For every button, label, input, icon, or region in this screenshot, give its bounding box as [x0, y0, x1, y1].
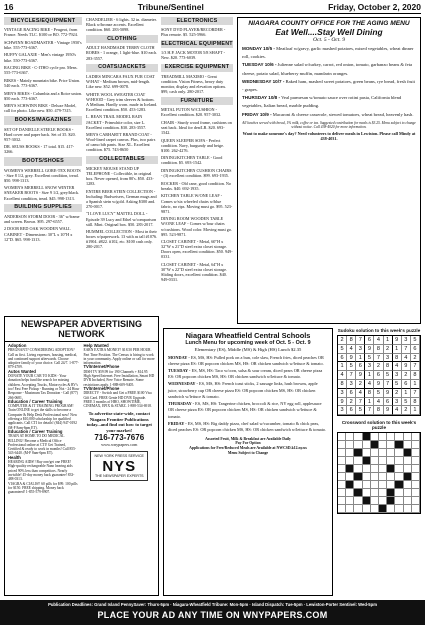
crossword-cell — [395, 433, 403, 441]
sudoku-cell: 9 — [347, 354, 356, 363]
classified-ad: HUMMEL COLLECTION - Most in their boxes w/paperwork. 13 with as tall #1076. #1904. #822. #102, etc. $100 cash only. 280-2017. — [86, 229, 158, 250]
classifieds-column-3 — [161, 17, 233, 313]
classified-ad: BIKES - Mainly mountain bike. Price Union. 540 each. 773-6367. — [4, 77, 81, 88]
newspaper-network-ad — [4, 316, 159, 596]
sudoku-cell: 5 — [402, 398, 411, 407]
section-heading: COATS/JACKETS — [86, 64, 158, 72]
senior-menu-box — [237, 17, 421, 324]
classified-ad: CHAIR - Sturdy wood frame, cushions on seat back. Ideal for den/LR. $20. 693-1542. — [161, 119, 232, 135]
crossword-cell — [412, 441, 420, 449]
school-title: Niagara Wheatfield Central Schools — [185, 331, 311, 340]
sudoku-cell: 3 — [338, 406, 347, 415]
classified-ad: DR. SEUSS BOOKS - 17 total. $15. 417-3266. — [4, 144, 75, 155]
sudoku-cell: 5 — [374, 389, 383, 398]
sudoku-cell: 4 — [402, 354, 411, 363]
network-title: NEWSPAPER ADVERTISING NETWORK — [5, 317, 158, 342]
advertise-cta: To advertise state-wide, contact Niagara Frontier Publications today...and find out how to target your market! — [86, 411, 152, 433]
crossword-cell — [387, 465, 395, 473]
sudoku-cell: 1 — [411, 406, 420, 415]
menu-day-monday: MONDAY 10/5 - Meatloaf w/gravy, garlic mashed potatoes, mixed vegetables, wheat dinner roll, cookies. — [242, 46, 414, 60]
sudoku-cell: 3 — [347, 380, 356, 389]
crossword-cell — [346, 441, 354, 449]
contact-website[interactable]: www.wnypapers.com — [101, 442, 138, 448]
crossword-cell — [363, 481, 371, 489]
sudoku-cell: 6 — [402, 380, 411, 389]
crossword-cell — [371, 449, 379, 457]
sudoku-cell: 4 — [365, 380, 374, 389]
crossword-cell — [404, 481, 412, 489]
sudoku-cell: 2 — [374, 362, 383, 371]
section-heading: BOOTS/SHOES — [4, 157, 82, 165]
network-ad: VIAGRA & CIALIS!! 60 pills for $99. 100 pills for $150. FREE shipping. Money back guaranteed! 1-855-579-8907. — [8, 481, 78, 495]
sudoku-cell: 2 — [347, 398, 356, 407]
crossword-cell — [395, 481, 403, 489]
crossword-cell — [387, 489, 395, 497]
crossword-cell — [371, 433, 379, 441]
crossword-cell — [387, 433, 395, 441]
sudoku-cell: 9 — [402, 362, 411, 371]
sudoku-cell: 1 — [402, 389, 411, 398]
section-heading: FURNITURE — [161, 97, 233, 105]
school-footnote: Assorted Fruit, Milk & Breakfast are Available Daily Pay For Option Applications for Free/Reduced Meals are Available at NWCSD.k12.ny.us Menu Subject to Change — [189, 436, 307, 455]
crossword-cell — [404, 465, 412, 473]
sudoku-cell: 5 — [347, 362, 356, 371]
sudoku-cell: 3 — [402, 336, 411, 345]
sudoku-cell: 3 — [356, 345, 365, 354]
crossword-cell — [412, 497, 420, 505]
senior-menu-dates: Oct. 5 - Oct. 9 — [312, 37, 345, 43]
classified-ad: MEN'S CARHARTT BRAND COAT - Wool-lined carpet canvas. Plus, two pairs of camo bib pants. Size XL. Excellent condition. $75. 743-8650 — [86, 132, 156, 153]
category-label: Health — [8, 454, 21, 460]
sudoku-cell: 6 — [411, 345, 420, 354]
crossword-cell — [346, 457, 354, 465]
network-ad: TRAIN AT HOME TO DO MEDICAL BILLING! Become a Medical Office Professional online at CTI! Get Trained, Certified & ready to work in months! Call 855-543-6440. (M-F 8am-6pm ET). — [8, 434, 77, 456]
classified-ad: 1/3 H.P. JACK MOTOR 5/8 SHAFT - New. $20. 773-6039. — [161, 50, 226, 61]
deadlines: Publication Deadlines: Grand Island PennySaver: Thurs-5pm · Niagara-Wheatfield Tribune: Mon-5pm · Island Dispatch: Tue-5pm · Lewiston-Porter Sentinel: Wed-5pm — [48, 602, 377, 607]
sudoku-cell: 2 — [384, 345, 393, 354]
sudoku-cell: 5 — [384, 371, 393, 380]
sudoku-cell: 9 — [365, 345, 374, 354]
crossword-cell — [395, 457, 403, 465]
crossword-cell — [371, 465, 379, 473]
classified-ad: QUEEN SLEEPER SOFA - Perfect condition. Navy, burgundy and beige. $100. 262-4276. — [161, 137, 225, 153]
crossword-cell — [363, 489, 371, 497]
sudoku-cell: 6 — [347, 406, 356, 415]
crossword-cell — [346, 505, 354, 513]
crossword-cell — [346, 433, 354, 441]
category-label: Education / Career Training — [8, 398, 63, 404]
classified-ad: DINING ROOM WOODEN TABLE W/ONE LEAF - Comes w/four chairs w/cushions. Wood color. Moving must go. $95. 523-9871. — [161, 216, 233, 237]
sudoku-cell: 6 — [347, 389, 356, 398]
classifieds-column-2 — [86, 17, 158, 313]
classified-ad: DINING/KITCHEN CUSHION CHAIRS - (3) excellent condition. $99. 693-1935. — [161, 168, 232, 179]
section-heading: BOOKS/MAGAZINES — [4, 116, 82, 124]
category-label: Education / Career Training — [8, 428, 63, 434]
crossword-cell — [338, 465, 346, 473]
crossword-cell — [363, 449, 371, 457]
crossword-cell — [338, 481, 346, 489]
contact-phone: 716-773-7676 — [94, 433, 145, 443]
crossword-cell — [412, 489, 420, 497]
crossword-cell — [412, 481, 420, 489]
crossword-cell — [363, 465, 371, 473]
nys-logo: NEW YORK PRESS SERVICE NYS THE NEWSPAPER EXPERTS — [90, 451, 148, 481]
sudoku-cell: 4 — [356, 389, 365, 398]
classified-ad: VINTAGE RACING BIKE - Peugeot, from France. Needs TLC. $100 or BO. 772-7924. — [4, 27, 78, 38]
crossword-cell — [338, 497, 346, 505]
crossword-cell — [379, 465, 387, 473]
sudoku-cell: 1 — [365, 371, 374, 380]
classified-ad: KITCHEN TABLE W/ONE LEAF - Comes w/six wheeled chairs w/blue fabric, no rips. Moving must go. $95. 523-9871. — [161, 193, 233, 214]
sudoku-cell: 6 — [374, 371, 383, 380]
crossword-cell — [395, 497, 403, 505]
classified-ad: SONY DVD PLAYER/RECORDER - Plus remote. $5. 525-5966. — [161, 27, 226, 38]
crossword-cell — [354, 457, 362, 465]
category-label: Adoption — [8, 343, 27, 348]
sudoku-cell: 9 — [384, 389, 393, 398]
sudoku-cell: 4 — [393, 362, 402, 371]
crossword-cell — [371, 481, 379, 489]
crossword-cell — [395, 473, 403, 481]
crossword-cell — [354, 441, 362, 449]
classified-ad: ANDERSON STORM DOOR - 36" w/frame and screen. Brown. $95. 297-6557. — [4, 213, 80, 224]
crossword-cell — [354, 449, 362, 457]
crossword-cell — [379, 489, 387, 497]
crossword-cell — [346, 489, 354, 497]
crossword-cell — [338, 473, 346, 481]
crossword-cell — [404, 457, 412, 465]
sudoku-cell: 8 — [338, 380, 347, 389]
sudoku-cell: 7 — [347, 371, 356, 380]
classifieds-column-1 — [4, 17, 82, 313]
crossword-label: Crossword solution to this week's puzzle — [341, 420, 417, 431]
crossword-cell — [346, 449, 354, 457]
classified-ad: MEN'S SCHWINN BIKE - Deluxe Model, call for photo. Like new. $50. 479-7315. — [4, 103, 77, 114]
classified-ad: MEN'S BIKES - Columbia and a Roice union. $50 each. 773-6367. — [4, 90, 82, 101]
school-subtitle: Lunch Menu for upcoming week of Oct. 5 - Oct. 9 — [185, 340, 311, 346]
sudoku-cell: 1 — [384, 336, 393, 345]
sudoku-cell: 7 — [356, 398, 365, 407]
page-footer — [0, 600, 425, 625]
crossword-cell — [395, 441, 403, 449]
crossword-cell — [404, 433, 412, 441]
place-ad-banner[interactable]: PLACE YOUR AD ANY TIME ON WNYPAPERS.COM — [97, 610, 328, 620]
sudoku-cell: 8 — [411, 371, 420, 380]
classified-ad: CLOSET CABINET - Metal, 64"H x 30"W x 22"D steel extra closet storage. Sliding doors, excellent condition. $40. 949-0331. — [161, 262, 228, 283]
sudoku-cell: 7 — [384, 380, 393, 389]
category-label: TV/Internet/Phone — [83, 364, 120, 370]
crossword-cell — [354, 489, 362, 497]
crossword-cell — [346, 481, 354, 489]
crossword-cell — [387, 441, 395, 449]
crossword-cell — [346, 497, 354, 505]
network-ad: DIRECTV - Switch and Get a FREE $100 Visa Gift Card. FREE Genie HD DVR Upgrade. FREE 3 months of HBO, SHOWTIME, CINEMAX, EPIX & STARZ. 1-888-534-6918. — [83, 391, 152, 409]
crossword-cell — [395, 465, 403, 473]
crossword-cell — [412, 473, 420, 481]
crossword-cell — [371, 505, 379, 513]
section-heading: EXERCISE EQUIPMENT — [161, 64, 233, 72]
sudoku-cell: 4 — [338, 371, 347, 380]
network-ad: HEARING AIDS!! Buy one/get one FREE! High-quality rechargeable Nano hearing aids priced 90% less than competitors. Nearly invisible! 45-day money back guarantee! 833-488-0313. — [8, 460, 75, 482]
sudoku-cell: 6 — [384, 398, 393, 407]
sudoku-cell: 9 — [374, 380, 383, 389]
sudoku-cell: 5 — [338, 345, 347, 354]
sudoku-cell: 4 — [393, 406, 402, 415]
crossword-cell — [338, 489, 346, 497]
crossword-cell — [379, 481, 387, 489]
sudoku-cell: 7 — [356, 336, 365, 345]
crossword-cell — [387, 473, 395, 481]
sudoku-cell: 3 — [338, 389, 347, 398]
paper-name: Tribune/Sentinel — [137, 2, 204, 12]
crossword-grid — [337, 432, 421, 514]
crossword-cell — [379, 441, 387, 449]
crossword-cell — [363, 441, 371, 449]
crossword-cell — [371, 489, 379, 497]
sudoku-cell: 8 — [365, 389, 374, 398]
sudoku-cell: 9 — [384, 406, 393, 415]
category-label: TV/Internet/Phone — [83, 385, 120, 391]
crossword-cell — [404, 449, 412, 457]
sudoku-cell: 4 — [374, 398, 383, 407]
crossword-cell — [338, 505, 346, 513]
sudoku-label: Sudoku solution to this week's puzzle — [337, 328, 421, 333]
section-heading: COLLECTABLES — [86, 156, 158, 164]
crossword-cell — [379, 433, 387, 441]
lunch-tuesday: TUESDAY - ES, MS, HS: Taco w/corn, salsa & sour cream, diced pears OR cheese pizza ES: OR popcorn chicken MS, HS: OR chicken sandwich w/lettuce & tomato. — [168, 367, 323, 380]
section-heading: ELECTRICAL EQUIPMENT — [161, 40, 233, 47]
crossword-cell — [371, 497, 379, 505]
school-lunch-menu — [163, 328, 333, 596]
sudoku-cell: 8 — [374, 406, 383, 415]
crossword-cell — [354, 473, 362, 481]
crossword-cell — [404, 505, 412, 513]
classified-ad: "I LOVE LUCY" MATTEL DOLL - Episode 39 Lucy and Ethel w/comparison still. Mint. Original box. $50. 283-2017. — [86, 211, 157, 227]
crossword-cell — [395, 489, 403, 497]
sudoku-cell: 1 — [393, 345, 402, 354]
classified-ad: SET OF DANIELLE STEELE BOOKS - Hard cover and paper back. Set of 35. $20. 957-3032. — [4, 126, 76, 142]
sudoku-cell: 9 — [393, 336, 402, 345]
classified-ad: ENTIRE BEER STEIN COLLECTION - Including: Budweisers, German mugs and a Spanish stein w/gold. Asking $300 and. 270-0017. — [86, 188, 157, 209]
network-ad: DONATE YOUR CAR TO KIDS - Your donation helps fund the search for missing children. Accepting Trucks, Motorcycles & RV's too! Fast Free Pickup - Running or Not - 24 Hour Response - Maximum Tax Donation - Call (877) 266-0681. — [8, 374, 80, 400]
crossword-cell — [338, 433, 346, 441]
page-header — [4, 2, 421, 14]
sudoku-cell: 6 — [356, 362, 365, 371]
network-col-right — [84, 344, 156, 494]
network-ad: PREGNANT? CONSIDERING ADOPTION? Call us first. Living expenses, housing, medical, and continued support afterwards. Choose adoptive family of your choice. Call 24/7. 1-877-879-4709. — [8, 348, 79, 370]
sudoku-cell: 2 — [338, 336, 347, 345]
sudoku-cell: 3 — [384, 354, 393, 363]
page-number: 16 — [4, 2, 14, 12]
crossword-cell — [354, 505, 362, 513]
classified-ad: SCHWINN ROADMASTER - Vintage 1950's bike. 555-773-6367. — [4, 39, 82, 50]
issue-date: Friday, October 2, 2020 — [328, 2, 421, 12]
crossword-cell — [387, 449, 395, 457]
menu-day-tuesday: TUESDAY 10/6 - Julienne salad w/turkey, carrot, red onion, tomato, garbanzo beans & feta cheese, potato salad, blueberry muffin, mandarin oranges. — [242, 62, 413, 76]
crossword-cell — [354, 481, 362, 489]
sudoku-cell: 2 — [411, 354, 420, 363]
classified-ad: WOMEN'S MERRELL SNOW WINTER SNEAKER BOOTS - Size 9 1/2, grey/black. Excellent condition, tread. $45. 998-1313. — [4, 185, 80, 201]
menu-day-thursday: THURSDAY 10/8 - Veal parmesan w/tomato sauce over rotini pasta, California blend vegetables, Italian bread, marble pudding. — [242, 95, 402, 109]
sudoku-grid — [337, 335, 421, 416]
sudoku-cell: 8 — [347, 336, 356, 345]
classified-ad: HUFFY GALAXIE - Men's vintage 1950's bike. 550-773-6367. — [4, 52, 76, 63]
sudoku-cell: 4 — [347, 345, 356, 354]
sudoku-cell: 1 — [356, 354, 365, 363]
crossword-cell — [371, 441, 379, 449]
category-label: Autos Wanted — [8, 368, 36, 374]
sudoku-cell: 5 — [411, 336, 420, 345]
sudoku-cell: 1 — [411, 380, 420, 389]
lunch-monday: MONDAY - ES, MS, HS: Pulled pork on a bun, cole slaw, French fries, diced peaches OR cheese pizza ES: OR popcorn chicken MS, HS: OR chicken sandwich w/lettuce & tomato. — [168, 354, 324, 367]
sudoku-cell: 3 — [393, 398, 402, 407]
sudoku-cell: 5 — [356, 406, 365, 415]
menu-day-wednesday: WEDNESDAY 10/7 - Baked ham, mashed sweet potatoes, green beans, rye bread, fresh fruit - grapes. — [242, 78, 415, 93]
sudoku-cell: 7 — [411, 362, 420, 371]
menu-day-friday: FRIDAY 10/9 - Macaroni & cheese casserole, stewed tomatoes, wheat bread, heavenly hash. — [242, 111, 414, 117]
sudoku-cell: 7 — [411, 389, 420, 398]
crossword-cell — [363, 433, 371, 441]
crossword-cell — [395, 505, 403, 513]
classified-ad: DINING/KITCHEN TABLE - Good condition. $5. 693-1542. — [161, 155, 223, 166]
network-ad: EARN EXTRA MONEY! $18.50 PER HOUR. Part Time Position. The Census is hiring to work in your community. Apply online or call for more information. — [83, 348, 155, 366]
sudoku-cell: 1 — [365, 398, 374, 407]
puzzle-solutions — [337, 328, 421, 514]
crossword-cell — [371, 473, 379, 481]
crossword-cell — [412, 449, 420, 457]
classified-ad: RACING BIKE - C-ITHO cycle pro. Mens. 555-773-6367. — [4, 65, 78, 76]
section-heading: BUILDING SUPPLIES — [4, 204, 82, 212]
classified-ad: ROCKER - Old cane, good condition. No breaks. $40. 692-1935. — [161, 180, 232, 191]
menu-note: All lunches served with bread, 1% milk, coffee or tea. Suggested contribution for meals is $3.25. Menu subject to change without notice. Call 438-4020 for more information. — [242, 120, 416, 130]
crossword-cell — [338, 449, 346, 457]
crossword-cell — [354, 433, 362, 441]
crossword-cell — [412, 457, 420, 465]
network-ad: DISH TV $59.99 for 190 Channels + $14.95 High Speed Internet. Free Installation, Smart HD DVR Included, Free Voice Remote. Some restrictions apply. 1-888-609-9405. — [83, 369, 155, 387]
classified-ad: WHITE WOOL SWEATER COAT W/HOOD - Grey trim sleeves & bottom. A Medium. Hardly worn. made in Iceland. Excellent condition. $50. 453-1283. — [86, 91, 158, 112]
sudoku-cell: 8 — [411, 398, 420, 407]
sudoku-cell: 8 — [384, 362, 393, 371]
crossword-cell — [387, 457, 395, 465]
crossword-cell — [404, 489, 412, 497]
crossword-cell — [387, 497, 395, 505]
sudoku-cell: 6 — [365, 336, 374, 345]
crossword-cell — [363, 497, 371, 505]
sudoku-cell: 3 — [365, 362, 374, 371]
sudoku-cell: 7 — [374, 354, 383, 363]
sudoku-cell: 3 — [393, 371, 402, 380]
school-price-legend: Elementary (ES), Middle (MS) & High (HS) Lunch $2.35 — [194, 347, 302, 352]
classified-ad: METAL FUTON W/CUSHION - Excellent condition. $20. 957-3032. — [161, 107, 222, 118]
crossword-cell — [395, 449, 403, 457]
classified-ad: ADULT HANDMADE TERRY CLOTH ROBES - 1 orange, 1 light-blue. $10 each. 283-3557. — [86, 45, 158, 61]
sudoku-cell: 7 — [365, 406, 374, 415]
crossword-cell — [387, 505, 395, 513]
crossword-cell — [346, 465, 354, 473]
crossword-cell — [338, 457, 346, 465]
crossword-cell — [412, 433, 420, 441]
classified-ad: CLOSET CABINET - Metal, 60"H x 32"W x 21"D steel extra closet storage. Doors open, excellent condition. $50. 949-0331. — [161, 239, 233, 260]
crossword-cell — [387, 481, 395, 489]
crossword-cell — [379, 497, 387, 505]
classified-ad: LADIES MINCARA FAUX FUR COAT W/HAT - Medium brown, mid-length. Like new. $52. 699-0078. — [86, 73, 155, 89]
lunch-thursday: THURSDAY - ES, MS, HS: Tangerine chicken, broccoli & rice, NY egg roll, applesauce OR cheese pizza ES: OR popcorn chicken MS, HS: OR chicken sandwich w/lettuce & tomato. — [168, 400, 322, 419]
crossword-cell — [379, 473, 387, 481]
volunteer-note: Want to make someone's day? Need volunteers to deliver meals in Lewiston. Please call Mindy at 438-4031. — [242, 131, 416, 142]
senior-menu-subtitle: Eat Well....Stay Well Dining — [275, 27, 383, 37]
sudoku-cell: 2 — [356, 380, 365, 389]
category-label: Help Wanted — [83, 343, 109, 348]
crossword-cell — [379, 505, 387, 513]
sudoku-cell: 8 — [374, 345, 383, 354]
classified-ad: WOMEN'S WERRELL GORE-TEX BOOTS - Size 8 1/2, grey. Excellent condition, tread. $50. 998-1313. — [4, 167, 81, 183]
crossword-cell — [379, 449, 387, 457]
classified-ad: L. BEAN TRAIL MODEL RAIN JACKET - Primwhite color, size L. Excellent condition. $30. 283-3557. — [86, 114, 147, 130]
sudoku-cell: 2 — [402, 406, 411, 415]
crossword-cell — [363, 505, 371, 513]
lunch-wednesday: WEDNESDAY - ES, MS, HS: French toast sticks, 2 sausage links, hash browns, apple juice, strawberry cup OR cheese pizza ES: OR popcorn chicken MS, HS: OR chicken sandwich w/lettuce & tomato. — [168, 380, 318, 400]
crossword-cell — [354, 465, 362, 473]
crossword-cell — [379, 457, 387, 465]
sudoku-cell: 2 — [402, 371, 411, 380]
sudoku-cell: 9 — [356, 371, 365, 380]
section-heading: ELECTRONICS — [161, 17, 233, 25]
crossword-cell — [363, 473, 371, 481]
crossword-cell — [404, 497, 412, 505]
crossword-cell — [363, 457, 371, 465]
lunch-friday: FRIDAY - ES, MS, HS: Big daddy pizza, chef salad w/cucumber, tomato & chick peas, diced peaches ES: OR popcorn chicken MS, HS: OR chicken sandwich w/lettuce & tomato. — [168, 420, 327, 433]
sudoku-cell: 5 — [393, 380, 402, 389]
section-heading: CLOTHING — [86, 35, 158, 43]
sudoku-cell: 8 — [393, 354, 402, 363]
senior-menu-title: NIAGARA COUNTY OFFICE FOR THE AGING MENU — [248, 20, 410, 27]
crossword-cell — [346, 473, 354, 481]
sudoku-cell: 5 — [365, 354, 374, 363]
sudoku-cell: 6 — [338, 354, 347, 363]
classified-ad: CHANDELIER - 6 lights. 32 in. diameter. Black w/bronze accents. Excellent condition. $60. 283-5098. — [86, 17, 157, 33]
network-col-left — [8, 344, 80, 494]
crossword-cell — [338, 441, 346, 449]
classified-ad: TREADMILL MAXIMO - Great condition. Vision Fitness, heavy duty monitor, display and elevation options. $99, cash only. 280-2017. — [161, 73, 227, 94]
crossword-cell — [412, 505, 420, 513]
crossword-cell — [354, 497, 362, 505]
section-heading: BICYCLES/EQUIPMENT — [4, 17, 82, 25]
sudoku-cell: 9 — [338, 398, 347, 407]
classified-ad: 2 DOOR RED OAK WOODEN WALL CABINET - Dimensions: 30"L x 10"H x 12"D. $65. 998-1313. — [4, 226, 73, 242]
sudoku-cell: 7 — [402, 345, 411, 354]
sudoku-cell: 1 — [338, 362, 347, 371]
classified-ad: MICKEY MOUSE STAND UP TELEPHONE - Collectible, in original box. Never opened, from 80's. $50. 433-1283. — [86, 165, 154, 186]
network-ad: COMPUTER & IT TRAINING PROGRAM! Train ONLINE to get the skills to become a Computer & Help Desk Professional now! Now offering a $10,000 scholarship for qualified applicants. Call CTI for details! (844) 947-0192 (M-F 8am-6pm ET). — [8, 404, 78, 430]
crossword-cell — [404, 441, 412, 449]
sudoku-cell: 4 — [374, 336, 383, 345]
crossword-cell — [404, 473, 412, 481]
crossword-cell — [412, 465, 420, 473]
crossword-cell — [371, 457, 379, 465]
sudoku-cell: 2 — [393, 389, 402, 398]
